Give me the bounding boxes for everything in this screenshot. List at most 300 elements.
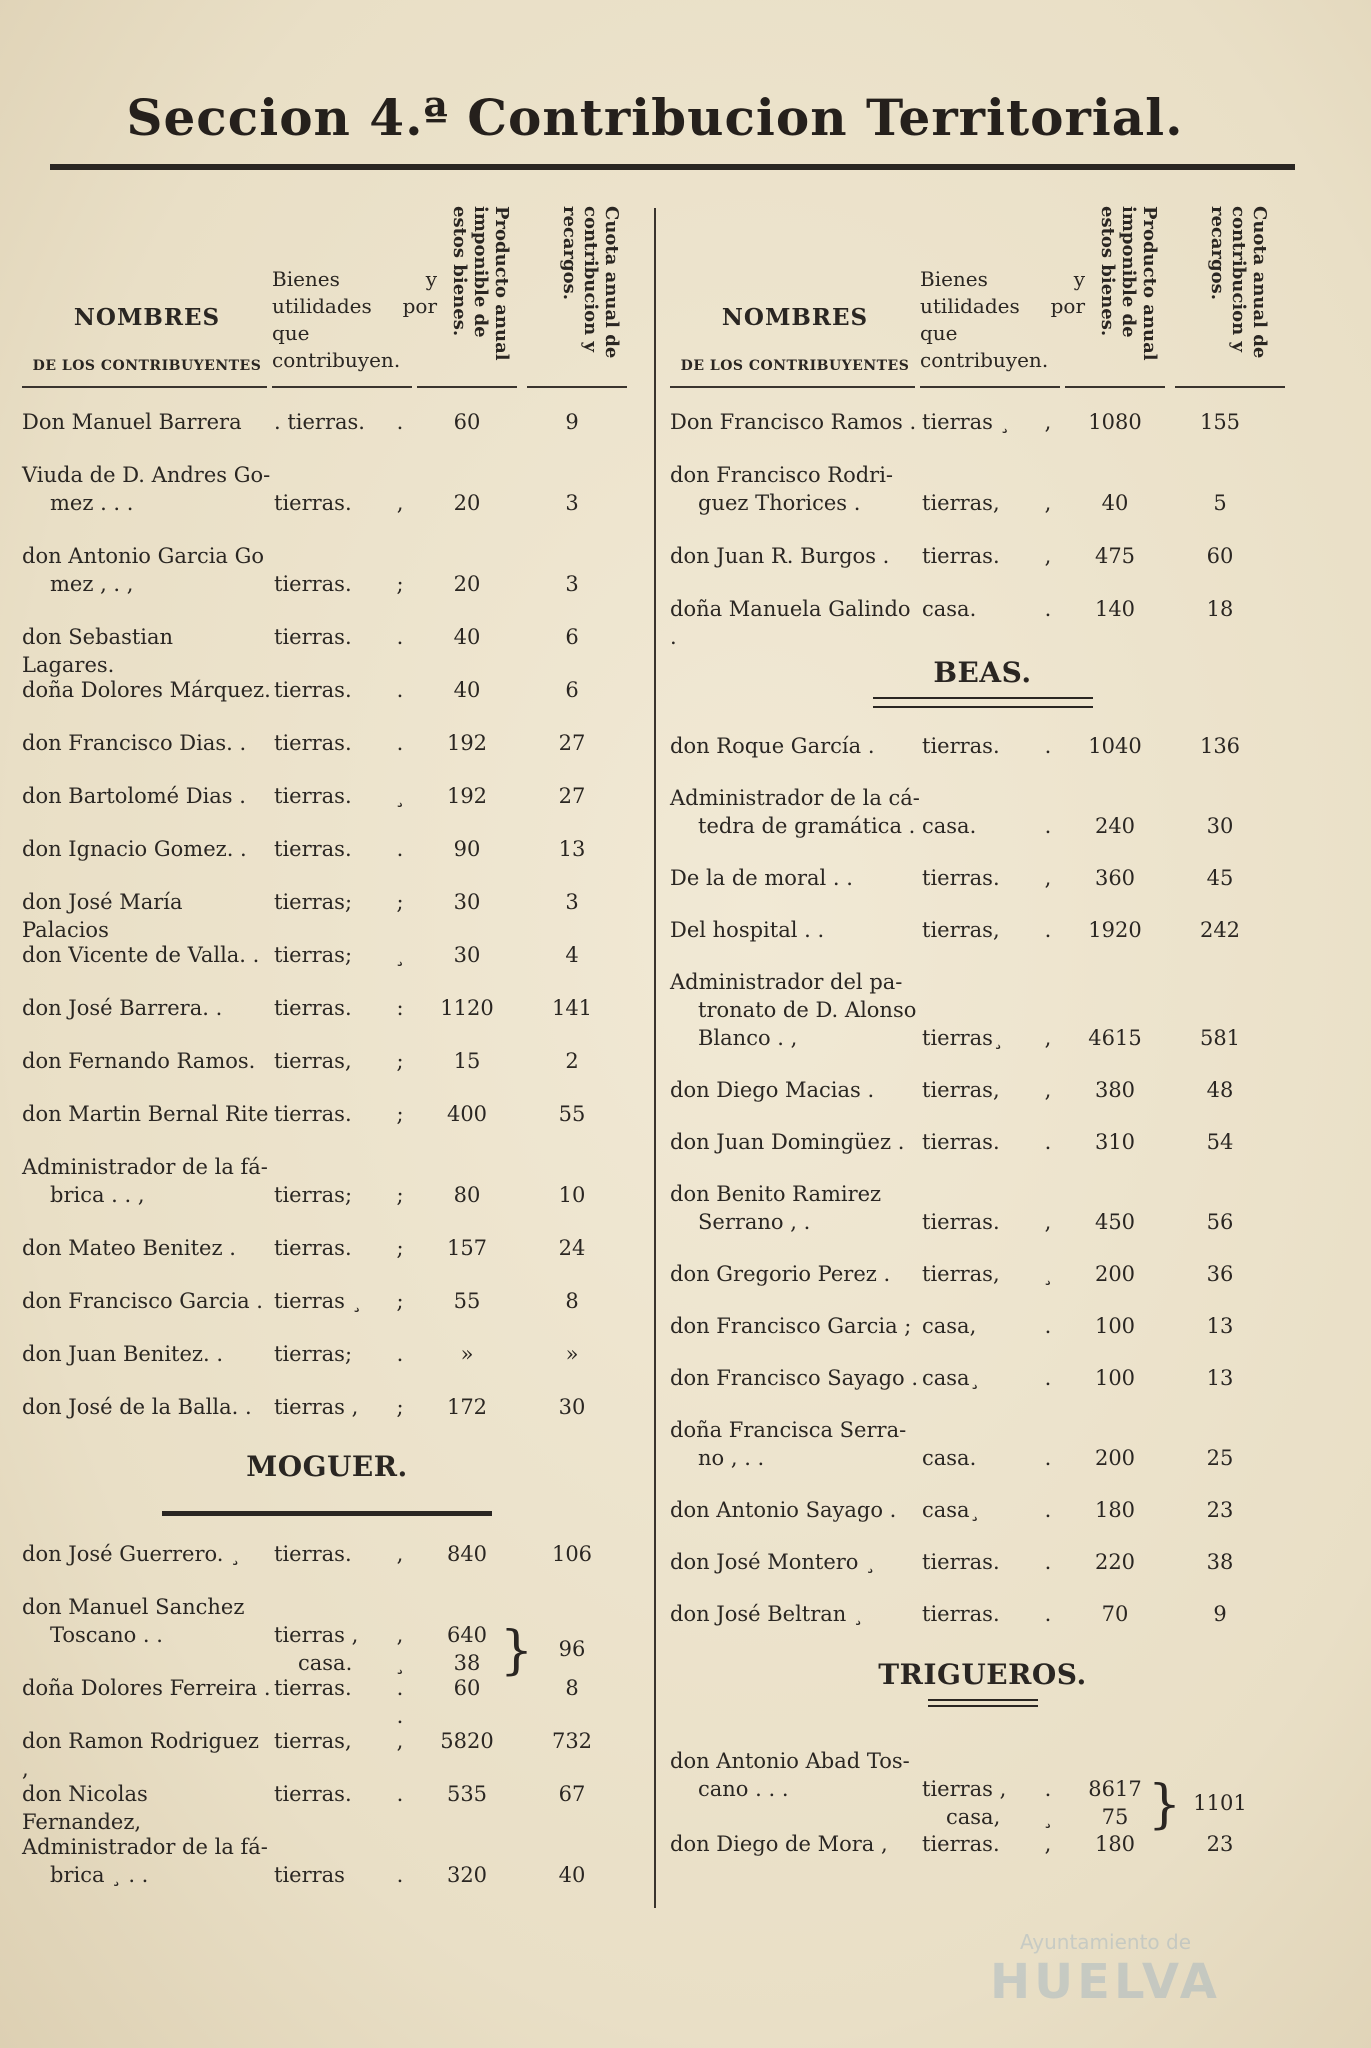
name-line: don Gregorio Perez . bbox=[670, 1262, 891, 1286]
town-rule bbox=[928, 1699, 1038, 1707]
contributor-name bbox=[670, 408, 920, 436]
cell-prod: 400 bbox=[446, 1102, 488, 1126]
cell-bienes: tierras; bbox=[274, 1183, 353, 1207]
name-line: don Nicolas Fernandez, bbox=[22, 1782, 148, 1834]
cell-mark: . bbox=[396, 837, 404, 861]
cell-prod: 5820 bbox=[440, 1729, 494, 1753]
name-line: brica . . , bbox=[50, 1183, 145, 1207]
cell-cuota: 25 bbox=[1206, 1446, 1234, 1470]
beas-rows bbox=[670, 732, 1295, 1652]
town-moguer: MOGUER. bbox=[246, 1450, 408, 1483]
cell-cuota: 56 bbox=[1206, 1210, 1234, 1234]
name-line: don Bartolomé Dias . bbox=[22, 784, 246, 808]
cell-mark-secondary: ¸ bbox=[1042, 1805, 1054, 1829]
contributor-name bbox=[670, 916, 920, 944]
name-line: don Juan Domingüez . bbox=[670, 1130, 905, 1154]
table-row bbox=[22, 1100, 632, 1153]
cell-cuota: 67 bbox=[558, 1782, 586, 1806]
table-row bbox=[22, 994, 632, 1047]
cell-prod: 40 bbox=[453, 678, 481, 702]
cell-mark: . bbox=[1044, 1550, 1052, 1574]
name-line: mez . . . bbox=[50, 491, 134, 515]
cell-prod: 192 bbox=[446, 784, 488, 808]
cell-bienes: casa. bbox=[922, 597, 977, 621]
town-beas: BEAS. bbox=[933, 656, 1032, 689]
table-row bbox=[22, 542, 632, 623]
name-line: don Ramon Rodriguez , bbox=[22, 1729, 259, 1781]
cell-prod: 380 bbox=[1094, 1078, 1136, 1102]
table-row bbox=[670, 1496, 1295, 1548]
moguer-rows bbox=[22, 1540, 632, 1914]
cell-prod: 200 bbox=[1094, 1446, 1136, 1470]
table-row bbox=[670, 1260, 1295, 1312]
contributor-name bbox=[22, 623, 272, 679]
cell-prod: 100 bbox=[1094, 1314, 1136, 1338]
cell-bienes: tierras, bbox=[922, 918, 1000, 942]
name-line: doña Dolores Márquez. bbox=[22, 678, 271, 702]
cell-mark: , bbox=[1044, 1026, 1052, 1050]
cell-bienes: tierras. bbox=[274, 731, 352, 755]
cell-prod: 180 bbox=[1094, 1832, 1136, 1856]
table-row bbox=[670, 1600, 1295, 1652]
cell-cuota: 9 bbox=[1213, 1602, 1227, 1626]
contributor-name bbox=[22, 835, 272, 863]
cell-mark: . bbox=[396, 410, 404, 434]
name-line: Administrador de la fá- bbox=[22, 1835, 268, 1859]
cell-bienes: tierras. bbox=[922, 1210, 1000, 1234]
brace-glyph: } bbox=[1148, 1775, 1182, 1835]
table-header bbox=[670, 200, 1295, 390]
cell-bienes: tierras. bbox=[274, 572, 352, 596]
name-line: brica ¸ . . bbox=[50, 1863, 149, 1887]
table-row bbox=[22, 623, 632, 676]
name-line: don Diego de Mora , bbox=[670, 1832, 888, 1856]
contributor-name bbox=[22, 676, 272, 704]
cell-cuota: 36 bbox=[1206, 1262, 1234, 1286]
name-line: don Francisco Sayago . bbox=[670, 1366, 919, 1390]
cell-mark: . bbox=[1044, 1446, 1052, 1470]
name-line: Toscano . . bbox=[50, 1623, 163, 1647]
header-bienes: Bienes y utilidades por que contribuyen. bbox=[920, 267, 1085, 372]
cell-bienes-secondary: casa, bbox=[946, 1805, 1001, 1829]
table-row bbox=[22, 1287, 632, 1340]
name-line: Don Manuel Barrera bbox=[22, 410, 242, 434]
cell-prod: 1920 bbox=[1088, 918, 1142, 942]
cell-mark: . bbox=[1044, 1366, 1052, 1390]
contributor-name bbox=[670, 1312, 920, 1340]
name-line: don Juan R. Burgos . bbox=[670, 544, 890, 568]
cell-mark: . bbox=[1044, 1602, 1052, 1626]
cell-mark: ¸ bbox=[394, 784, 406, 808]
cell-bienes: tierras. bbox=[922, 1550, 1000, 1574]
table-row bbox=[670, 1180, 1295, 1260]
cell-cuota: 18 bbox=[1206, 597, 1234, 621]
cell-prod: 475 bbox=[1094, 544, 1136, 568]
cell-mark: . . bbox=[396, 1676, 404, 1728]
header-names-sub: DE LOS CONTRIBUYENTES bbox=[680, 358, 910, 374]
cell-mark: , bbox=[1044, 1210, 1052, 1234]
cell-prod: 200 bbox=[1094, 1262, 1136, 1286]
cell-cuota: 5 bbox=[1213, 491, 1227, 515]
table-row bbox=[670, 1548, 1295, 1600]
cell-mark: , bbox=[396, 1542, 404, 1566]
watermark-main: HUELVA bbox=[990, 1954, 1221, 2010]
name-line: Serrano , . bbox=[698, 1210, 811, 1234]
cell-bienes: tierras, bbox=[274, 1729, 352, 1753]
table-row bbox=[670, 1312, 1295, 1364]
right-rows bbox=[670, 408, 1295, 648]
cell-prod: 20 bbox=[453, 491, 481, 515]
cell-bienes: tierras , bbox=[274, 1623, 359, 1647]
cell-mark: ‚ bbox=[396, 491, 404, 515]
table-row bbox=[22, 1340, 632, 1393]
contributor-name bbox=[670, 1830, 920, 1858]
watermark-sub: Ayuntamiento de bbox=[1019, 1930, 1192, 1954]
contributor-name bbox=[670, 1548, 920, 1576]
contributor-name bbox=[670, 1600, 920, 1628]
cell-prod: 172 bbox=[446, 1395, 488, 1419]
cell-bienes: tierras, bbox=[922, 1262, 1000, 1286]
table-row bbox=[22, 1393, 632, 1446]
cell-mark: , bbox=[396, 1729, 404, 1753]
name-line: don Martin Bernal Rite bbox=[22, 1102, 269, 1126]
header-names-sub: DE LOS CONTRIBUYENTES bbox=[32, 358, 262, 374]
header-names bbox=[22, 304, 272, 374]
cell-cuota: 13 bbox=[1206, 1366, 1234, 1390]
left-column bbox=[22, 200, 632, 1914]
table-row bbox=[22, 1727, 632, 1780]
cell-bienes: tierras. bbox=[922, 1130, 1000, 1154]
contributor-name bbox=[22, 1780, 272, 1836]
cell-cuota: 8 bbox=[565, 1289, 579, 1313]
cell-cuota: 96 bbox=[558, 1637, 586, 1661]
table-row bbox=[670, 968, 1295, 1076]
cell-bienes: tierras. bbox=[274, 1542, 352, 1566]
cell-mark: . bbox=[396, 1782, 404, 1806]
table-row bbox=[670, 1128, 1295, 1180]
cell-mark: . bbox=[396, 1342, 404, 1366]
cell-cuota: 48 bbox=[1206, 1078, 1234, 1102]
contributor-name bbox=[670, 1076, 920, 1104]
cell-mark: . bbox=[1044, 918, 1052, 942]
cell-prod-secondary: 75 bbox=[1101, 1805, 1129, 1829]
cell-bienes: tierras. bbox=[922, 544, 1000, 568]
cell-mark: ; bbox=[396, 1236, 404, 1260]
cell-mark: , bbox=[1044, 1832, 1052, 1856]
table-header bbox=[22, 200, 632, 390]
cell-cuota: 8 bbox=[565, 1676, 579, 1700]
cell-mark: . bbox=[1044, 597, 1052, 621]
cell-prod: 320 bbox=[446, 1863, 488, 1887]
cell-prod-secondary: 38 bbox=[453, 1651, 481, 1675]
table-row bbox=[670, 1364, 1295, 1416]
cell-bienes: tierras ¸ bbox=[274, 1289, 363, 1313]
contributor-name bbox=[22, 1727, 272, 1783]
cell-bienes: tierras. bbox=[274, 625, 352, 649]
cell-cuota: 4 bbox=[565, 943, 579, 967]
cell-mark: . bbox=[1044, 814, 1052, 838]
cell-prod: 40 bbox=[1101, 491, 1129, 515]
cell-cuota: 30 bbox=[558, 1395, 586, 1419]
cell-mark: . bbox=[1044, 1498, 1052, 1522]
cell-prod: 100 bbox=[1094, 1366, 1136, 1390]
cell-cuota: 23 bbox=[1206, 1498, 1234, 1522]
table-row bbox=[22, 941, 632, 994]
cell-prod: 840 bbox=[446, 1542, 488, 1566]
cell-bienes: tierras; bbox=[274, 943, 353, 967]
cell-cuota: 60 bbox=[1206, 544, 1234, 568]
cell-cuota: 45 bbox=[1206, 866, 1234, 890]
contributor-name bbox=[22, 782, 272, 810]
name-line: don Francisco Garcia ; bbox=[670, 1314, 912, 1338]
cell-cuota: 54 bbox=[1206, 1130, 1234, 1154]
cell-mark: . bbox=[396, 1863, 404, 1887]
cell-bienes: tierras. bbox=[274, 1676, 352, 1700]
cell-prod: 30 bbox=[453, 943, 481, 967]
cell-cuota: 155 bbox=[1199, 410, 1241, 434]
cell-cuota: 2 bbox=[565, 1049, 579, 1073]
header-bienes: Bienes y utilidades por que contribuyen. bbox=[272, 267, 437, 372]
contributor-name bbox=[22, 1100, 272, 1128]
contributor-name bbox=[22, 1234, 272, 1262]
name-line: don Juan Benitez. . bbox=[22, 1342, 224, 1366]
cell-prod: » bbox=[460, 1342, 474, 1366]
cell-cuota: 3 bbox=[565, 491, 579, 515]
cell-prod: 60 bbox=[453, 1676, 481, 1700]
trigueros-rows bbox=[670, 1747, 1295, 1885]
cell-prod: 1120 bbox=[440, 996, 494, 1020]
cell-bienes: tierras¸ bbox=[922, 1026, 1004, 1050]
town-trigueros: TRIGUEROS. bbox=[878, 1658, 1087, 1691]
cell-prod: 15 bbox=[453, 1049, 481, 1073]
contributor-name bbox=[670, 784, 920, 840]
contributor-name bbox=[22, 888, 272, 944]
table-row bbox=[22, 782, 632, 835]
name-line: don José María Palacios bbox=[22, 890, 183, 942]
contributor-name bbox=[670, 1364, 920, 1392]
name-line: doña Dolores Ferreira . bbox=[22, 1676, 271, 1700]
cell-cuota: 136 bbox=[1199, 734, 1241, 758]
cell-bienes: tierras. bbox=[274, 491, 352, 515]
cell-cuota: 30 bbox=[1206, 814, 1234, 838]
name-line: Administrador de la fá- bbox=[22, 1155, 268, 1179]
cell-prod: 1080 bbox=[1088, 410, 1142, 434]
header-cuota: Cuota anual de contribucion y recargos. bbox=[559, 206, 622, 359]
table-row bbox=[22, 1674, 632, 1727]
cell-cuota: 141 bbox=[551, 996, 593, 1020]
cell-cuota: 732 bbox=[551, 1729, 593, 1753]
cell-cuota: 24 bbox=[558, 1236, 586, 1260]
cell-bienes: tierras, bbox=[922, 1078, 1000, 1102]
cell-mark: ; bbox=[396, 1395, 404, 1419]
name-line: don José Guerrero. ¸ bbox=[22, 1542, 241, 1566]
contributor-name bbox=[22, 1540, 272, 1568]
cell-bienes: tierras bbox=[274, 1863, 345, 1887]
name-line: don José Beltran ¸ bbox=[670, 1602, 864, 1626]
name-line: don Francisco Garcia . bbox=[22, 1289, 263, 1313]
header-producto: Producto anual imponible de estos bienes. bbox=[1097, 206, 1160, 361]
cell-bienes: casa, bbox=[922, 1314, 977, 1338]
name-line: Administrador de la cá- bbox=[670, 786, 920, 810]
cell-mark-secondary: ¸ bbox=[394, 1651, 406, 1675]
name-line: don José de la Balla. . bbox=[22, 1395, 252, 1419]
left-rows bbox=[22, 408, 632, 1446]
cell-prod: 192 bbox=[446, 731, 488, 755]
contributor-name bbox=[670, 864, 920, 892]
cell-cuota: 3 bbox=[565, 572, 579, 596]
cell-cuota: 13 bbox=[1206, 1314, 1234, 1338]
table-row bbox=[670, 461, 1295, 542]
contributor-name bbox=[670, 732, 920, 760]
cell-mark: ; bbox=[396, 1102, 404, 1126]
table-row bbox=[670, 864, 1295, 916]
table-row bbox=[22, 1234, 632, 1287]
name-line: doña Francisca Serra- bbox=[670, 1418, 907, 1442]
cell-cuota: 242 bbox=[1199, 918, 1241, 942]
cell-bienes-secondary: casa. bbox=[298, 1651, 353, 1675]
table-row bbox=[670, 1416, 1295, 1496]
contributor-name bbox=[670, 461, 920, 517]
cell-cuota: 38 bbox=[1206, 1550, 1234, 1574]
table-row bbox=[670, 1747, 1295, 1835]
cell-bienes: tierras ¸ bbox=[922, 410, 1011, 434]
contributor-name bbox=[670, 1180, 920, 1236]
cell-prod: 140 bbox=[1094, 597, 1136, 621]
header-producto: Producto anual imponible de estos bienes. bbox=[449, 206, 512, 361]
table-row bbox=[22, 1780, 632, 1833]
table-row bbox=[22, 888, 632, 941]
name-line: cano . . . bbox=[698, 1777, 789, 1801]
name-line: don Antonio Garcia Go bbox=[22, 544, 265, 568]
cell-prod: 180 bbox=[1094, 1498, 1136, 1522]
cell-cuota: 23 bbox=[1206, 1832, 1234, 1856]
cell-prod: 70 bbox=[1101, 1602, 1129, 1626]
cell-mark: . bbox=[1044, 734, 1052, 758]
table-row bbox=[670, 1830, 1295, 1885]
cell-mark: , bbox=[1044, 544, 1052, 568]
name-line: guez Thorices . bbox=[698, 491, 861, 515]
cell-cuota: 27 bbox=[558, 731, 586, 755]
cell-mark: . bbox=[1044, 1130, 1052, 1154]
contributor-name bbox=[22, 1833, 272, 1889]
name-line: don Benito Ramirez bbox=[670, 1182, 882, 1206]
brace-glyph: } bbox=[500, 1621, 534, 1681]
contributor-name bbox=[670, 968, 920, 1052]
name-line: don José Barrera. . bbox=[22, 996, 223, 1020]
cell-prod: 55 bbox=[453, 1289, 481, 1313]
contributor-name bbox=[22, 1674, 272, 1702]
cell-mark: ; bbox=[396, 1183, 404, 1207]
cell-bienes: tierras. bbox=[274, 1236, 352, 1260]
cell-bienes: tierras, bbox=[274, 1049, 352, 1073]
name-line: Del hospital . . bbox=[670, 918, 825, 942]
cell-cuota: 106 bbox=[551, 1542, 593, 1566]
cell-cuota: 6 bbox=[565, 678, 579, 702]
cell-bienes: tierras. bbox=[274, 996, 352, 1020]
town-rule bbox=[873, 697, 1093, 708]
cell-mark: . bbox=[396, 625, 404, 649]
header-rules bbox=[22, 386, 632, 390]
contributor-name bbox=[670, 595, 920, 651]
contributor-name bbox=[670, 1416, 920, 1472]
cell-mark: , bbox=[1044, 410, 1052, 434]
cell-prod: 4615 bbox=[1088, 1026, 1142, 1050]
name-line: Don Francisco Ramos . bbox=[670, 410, 917, 434]
cell-mark: , bbox=[1044, 491, 1052, 515]
name-line: don Antonio Sayago . bbox=[670, 1498, 897, 1522]
watermark bbox=[990, 1930, 1221, 2010]
cell-mark: , bbox=[1044, 1078, 1052, 1102]
name-line: don Francisco Rodri- bbox=[670, 463, 894, 487]
cell-prod: 80 bbox=[453, 1183, 481, 1207]
cell-cuota: 10 bbox=[558, 1183, 586, 1207]
header-rules bbox=[670, 386, 1295, 390]
cell-prod: 40 bbox=[453, 625, 481, 649]
title-rule bbox=[50, 164, 1295, 170]
name-line: don Fernando Ramos. bbox=[22, 1049, 256, 1073]
name-line: tronato de D. Alonso bbox=[698, 998, 917, 1022]
cell-mark: : bbox=[396, 996, 404, 1020]
cell-mark: . bbox=[1044, 1777, 1052, 1801]
table-row bbox=[22, 1153, 632, 1234]
table-row bbox=[22, 461, 632, 542]
cell-bienes: tierras. bbox=[274, 678, 352, 702]
table-row bbox=[22, 1833, 632, 1914]
table-row bbox=[670, 542, 1295, 595]
contributor-name bbox=[670, 1747, 920, 1803]
cell-prod: 310 bbox=[1094, 1130, 1136, 1154]
name-line: Viuda de D. Andres Go- bbox=[22, 463, 271, 487]
page-title: Seccion 4.ª Contribucion Territorial. bbox=[126, 88, 1184, 147]
contributor-name bbox=[22, 461, 272, 517]
table-row bbox=[22, 729, 632, 782]
cell-prod: 60 bbox=[453, 410, 481, 434]
cell-cuota: 581 bbox=[1199, 1026, 1241, 1050]
table-row bbox=[22, 1593, 632, 1681]
cell-cuota: 27 bbox=[558, 784, 586, 808]
table-row bbox=[22, 1047, 632, 1100]
cell-cuota: 40 bbox=[558, 1863, 586, 1887]
contributor-name bbox=[22, 1153, 272, 1209]
cell-mark: ; bbox=[396, 1049, 404, 1073]
cell-prod: 157 bbox=[446, 1236, 488, 1260]
cell-prod: 220 bbox=[1094, 1550, 1136, 1574]
cell-prod: 90 bbox=[453, 837, 481, 861]
contributor-name bbox=[670, 542, 920, 570]
header-names-main: NOMBRES bbox=[721, 304, 869, 331]
table-row bbox=[670, 408, 1295, 461]
contributor-name bbox=[22, 408, 272, 436]
cell-bienes: tierras , bbox=[922, 1777, 1007, 1801]
name-line: don Manuel Sanchez bbox=[22, 1595, 245, 1619]
table-row bbox=[670, 595, 1295, 648]
table-row bbox=[22, 835, 632, 888]
name-line: don Francisco Dias. . bbox=[22, 731, 247, 755]
header-names-main: NOMBRES bbox=[73, 304, 221, 331]
cell-bienes: tierras, bbox=[922, 491, 1000, 515]
cell-mark: ¸ bbox=[1042, 1262, 1054, 1286]
contributor-name bbox=[670, 1260, 920, 1288]
name-line: don Mateo Benitez . bbox=[22, 1236, 236, 1260]
cell-prod: 450 bbox=[1094, 1210, 1136, 1234]
cell-bienes: tierras , bbox=[274, 1395, 359, 1419]
cell-bienes: tierras. bbox=[274, 837, 352, 861]
cell-mark: ; bbox=[396, 890, 404, 914]
name-line: tedra de gramática . bbox=[698, 814, 916, 838]
cell-bienes: tierras; bbox=[274, 890, 353, 914]
contributor-name bbox=[22, 1340, 272, 1368]
cell-bienes: tierras. bbox=[274, 1782, 352, 1806]
